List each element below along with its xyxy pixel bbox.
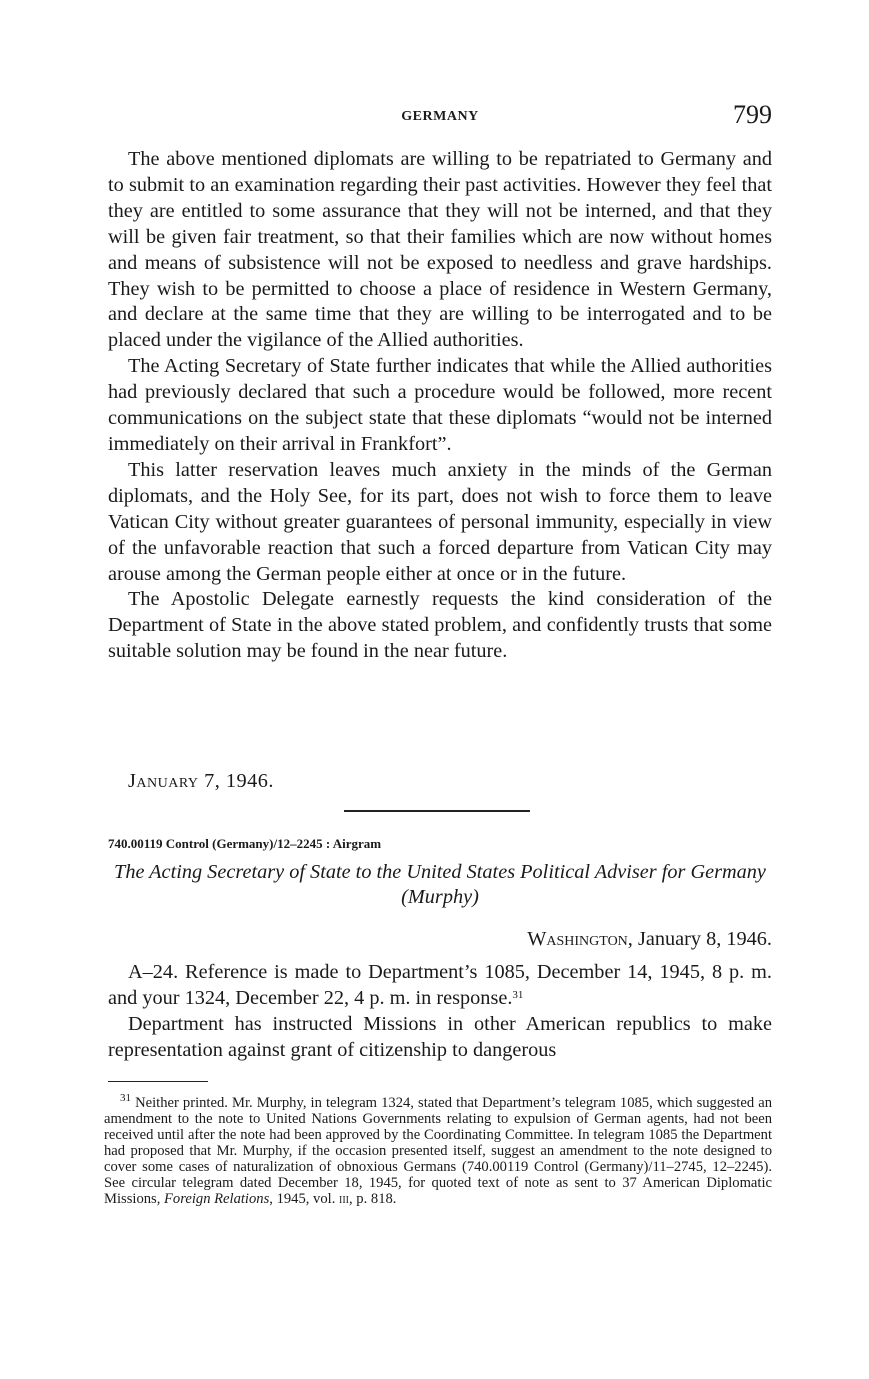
publication-title: Foreign Relations	[164, 1191, 270, 1207]
volume-number: iii	[339, 1191, 349, 1207]
page-header	[108, 100, 772, 134]
paragraph: The Apostolic Delegate earnestly requests the kind consideration of the Department of State in the above stated problem, and confidently trusts that some suitable solution may be found in the near future.	[108, 588, 772, 663]
footnote-text	[104, 1092, 772, 1207]
letter-date: January 7, 1946.	[128, 770, 274, 792]
paragraph	[108, 960, 772, 1012]
page-number: 799	[733, 100, 772, 129]
airgram-body	[108, 960, 772, 1064]
footnote-divider	[108, 1081, 208, 1082]
footnote-text-part: , 1945, vol.	[269, 1191, 339, 1207]
running-head: GERMANY	[401, 109, 479, 124]
paragraph-text: A–24. Reference is made to Department’s 1085, December 14, 1945, 8 p. m. and your 1324, December 22, 4 p. m. in response.	[108, 961, 772, 1009]
dateline-date: , January 8, 1946.	[627, 928, 772, 950]
footnote	[104, 1092, 772, 1207]
footnote-text-part: , p. 818.	[349, 1191, 397, 1207]
section-divider	[344, 810, 530, 812]
paragraph: This latter reservation leaves much anxiety in the minds of the German diplomats, and the Holy See, for its part, does not wish to force them to leave Vatican City without greater guarantees of personal immunity, especially in view of the unfavorable reaction that such a forced departure from Vatican City may arouse among the German people either at once or in the future.	[108, 458, 772, 585]
footnote-text-part: Neither printed. Mr. Murphy, in telegram 1324, stated that Department’s telegram 1085, which suggested an amendment to the note to United Nations Governments relating to expulsion of German agents, had not been received until after the note had been approved by the Coordinating Committee. In telegram 1085 the Department had proposed that Mr. Murphy, if the occasion presented itself, suggest an amendment to the note designed to cover some cases of naturalization of obnoxious Germans (740.00119 Control (Germany)/11–2745, 12–2245). See circular telegram dated December 18, 1945, for quoted text of note as sent to 37 American Diplomatic Missions,	[104, 1095, 772, 1207]
footnote-marker: 31	[120, 1092, 131, 1104]
letter-body	[108, 147, 772, 665]
paragraph: Department has instructed Missions in other American republics to make representation against grant of citizenship to dangerous	[108, 1012, 772, 1061]
dateline-place: Washington	[527, 928, 628, 950]
paragraph: The above mentioned diplomats are willing to be repatriated to Germany and to submit to an examination regarding their past activities. However they feel that they are entitled to some assurance that they will not be interned, and that they will be given fair treatment, so that their families which are now without homes and means of subsistence will not be exposed to needless and grave hardships. They wish to be permitted to choose a place of residence in Western Germany, and declare at the same time that they are willing to be interrogated and to be placed under the vigilance of the Allied authorities.	[108, 148, 772, 352]
paragraph: The Acting Secretary of State further indicates that while the Allied authorities had previously declared that such a procedure would be followed, more recent communications on the subject state that these diplomats “would not be interned immediately on their arrival in Frankfort”.	[108, 355, 772, 455]
file-reference: 740.00119 Control (Germany)/12–2245 : Airgram	[108, 836, 382, 851]
dateline	[527, 928, 772, 951]
footnote-reference[interactable]: 31	[512, 988, 524, 1001]
document-title: The Acting Secretary of State to the United States Political Adviser for Germany (Murphy)	[114, 861, 766, 908]
